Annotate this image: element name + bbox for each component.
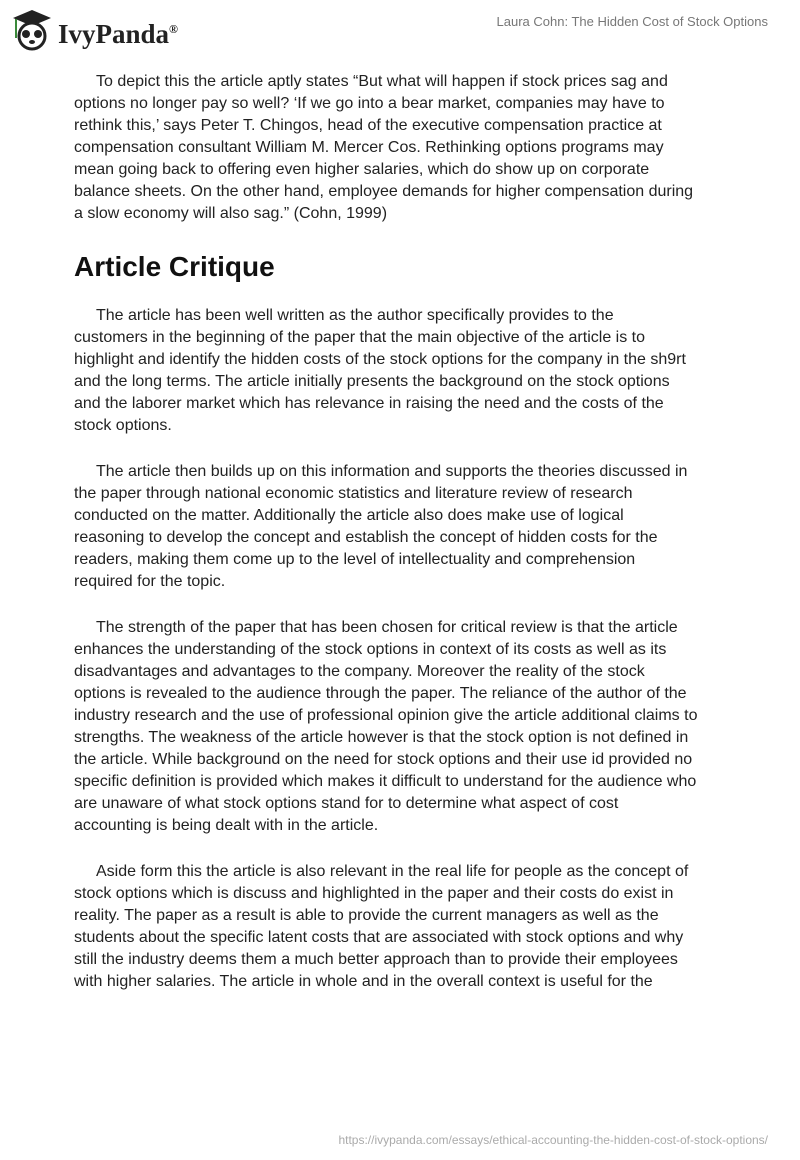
text-line: with higher salaries. The article in whole and in the overall context is useful for the: [74, 973, 653, 990]
text-line: highlight and identify the hidden costs of the stock options for the company in the sh9rt: [74, 351, 686, 368]
panda-graduate-icon: [12, 8, 52, 52]
text-line: required for the topic.: [74, 573, 226, 590]
text-line: readers, making them come up to the level of intellectuality and comprehension: [74, 551, 636, 568]
text-line: rethink this,’ says Peter T. Chingos, head of the executive compensation practice at: [74, 117, 662, 134]
text-line: are unaware of what stock options stand for to determine what aspect of cost: [74, 795, 619, 812]
text-line: customers in the beginning of the paper that the main objective of the article is to: [74, 329, 645, 346]
text-line: still the industry deems them a much better approach than to provide their employees: [74, 951, 678, 968]
document-title: Laura Cohn: The Hidden Cost of Stock Options: [496, 14, 768, 29]
text-line: To depict this the article aptly states “But what will happen if stock prices sag and: [96, 73, 668, 90]
text-line: stock options which is discuss and highlighted in the paper and their costs do exist in: [74, 885, 674, 902]
header: [0, 0, 800, 60]
text-line: specific definition is provided which makes it difficult to understand for the audience who: [74, 773, 697, 790]
text-line: and the long terms. The article initially presents the background on the stock options: [74, 373, 670, 390]
text-line: Aside form this the article is also relevant in the real life for people as the concept of: [96, 863, 689, 880]
paragraph: [74, 461, 734, 593]
ivypanda-logo[interactable]: [12, 8, 178, 52]
text-line: conducted on the matter. Additionally the article also does make use of logical: [74, 507, 624, 524]
source-url[interactable]: https://ivypanda.com/essays/ethical-accounting-the-hidden-cost-of-stock-options/: [338, 1133, 768, 1147]
logo-text: IvyPanda: [58, 18, 170, 49]
text-line: mean going back to offering even higher salaries, which do show up on corporate: [74, 161, 650, 178]
text-line: compensation consultant William M. Mercer Cos. Rethinking options programs may: [74, 139, 664, 156]
text-line: a slow economy will also sag.” (Cohn, 1999): [74, 205, 388, 222]
text-line: The strength of the paper that has been chosen for critical review is that the article: [96, 619, 678, 636]
text-line: the paper through national economic statistics and literature review of research: [74, 485, 633, 502]
intro-paragraph: [74, 71, 734, 225]
paragraph: [74, 305, 734, 437]
text-line: The article has been well written as the author specifically provides to the: [96, 307, 614, 324]
article-body: [74, 71, 734, 1017]
text-line: strengths. The weakness of the article however is that the stock option is not defined in: [74, 729, 689, 746]
text-line: The article then builds up on this information and supports the theories discussed in: [96, 463, 688, 480]
text-line: stock options.: [74, 417, 172, 434]
section-heading: Article Critique: [74, 251, 275, 282]
text-line: balance sheets. On the other hand, employee demands for higher compensation during: [74, 183, 694, 200]
text-line: and the laborer market which has relevance in raising the need and the costs of the: [74, 395, 664, 412]
text-line: accounting is being dealt with in the article.: [74, 817, 379, 834]
text-line: options is revealed to the audience through the paper. The reliance of the author of the: [74, 685, 687, 702]
text-line: reality. The paper as a result is able to provide the current managers as well as the: [74, 907, 659, 924]
text-line: options no longer pay so well? ‘If we go into a bear market, companies may have to: [74, 95, 665, 112]
text-line: students about the specific latent costs that are associated with stock options and why: [74, 929, 684, 946]
text-line: the article. While background on the need for stock options and their use id provided no: [74, 751, 693, 768]
paragraph: [74, 617, 734, 837]
paragraph: [74, 861, 734, 993]
text-line: reasoning to develop the concept and establish the concept of hidden costs for the: [74, 529, 658, 546]
text-line: enhances the understanding of the stock options in context of its costs as well as its: [74, 641, 667, 658]
text-line: industry research and the use of professional opinion give the article additional claims to: [74, 707, 698, 724]
registered-mark: ®: [169, 21, 179, 36]
text-line: disadvantages and advantages to the company. Moreover the reality of the stock: [74, 663, 645, 680]
